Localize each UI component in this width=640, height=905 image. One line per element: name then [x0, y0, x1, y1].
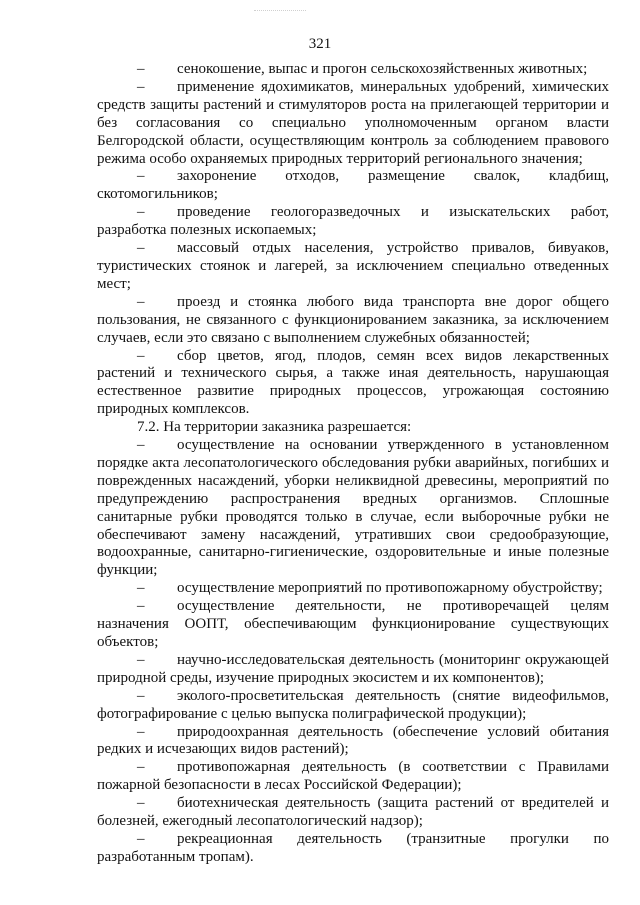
dash-marker: – [137, 723, 145, 740]
document-body [97, 61, 609, 867]
list-item-text: осуществление на основании утвержденного в установленном порядке акта лесопатологического обследования рубки аварийных, погибших и поврежденных насаждений, уборки неликвидной древесины, мероприятий по предупреждению распространения вредных организмов. Сплошные санитарные рубки проводятся только в случае, если выборочные рубки не обеспечивают замену насаждений, утративших свои средообразующие, водоохранные, санитарно-гигиенические, оздоровительные и иные полезные функции; [97, 437, 609, 579]
list-item [97, 759, 609, 795]
list-item-text: осуществление мероприятий по противопожарному обустройству; [177, 580, 603, 597]
list-item [97, 688, 609, 724]
dash-marker: – [137, 830, 145, 847]
list-item-text: эколого-просветительская деятельность (снятие видеофильмов, фотографирование с целью выпуска полиграфической продукции); [97, 687, 609, 722]
list-item [97, 437, 609, 580]
dash-marker: – [137, 598, 145, 615]
dash-marker: – [137, 687, 145, 704]
list-item-text: научно-исследовательская деятельность (мониторинг окружающей природной среды, изучение природных экосистем и их компонентов); [97, 651, 609, 686]
list-item [97, 795, 609, 831]
list-item-text: биотехническая деятельность (защита растений от вредителей и болезней, ежегодный лесопатологический надзор); [97, 795, 609, 830]
list-item-text: рекреационная деятельность (транзитные прогулки по разработанным тропам). [97, 830, 609, 865]
page-number: 321 [308, 36, 332, 52]
list-item-text: массовый отдых населения, устройство привалов, бивуаков, туристических стоянок и лагерей, за исключением специально отведенных мест; [97, 240, 609, 292]
dash-marker: – [137, 347, 145, 364]
list-item [97, 240, 609, 294]
dash-marker: – [137, 240, 145, 257]
list-item-text: применение ядохимикатов, минеральных удобрений, химических средств защиты растений и стимуляторов роста на прилегающей территории и без согласования со специально уполномоченным органом власти Белгородской области, осуществляющим контроль за соблюдением правового режима особо охраняемых природных территорий регионального значения; [97, 78, 609, 167]
list-item-text: проезд и стоянка любого вида транспорта вне дорог общего пользования, не связанного с функционированием заказника, за исключением случаев, если это связано с выполнением служебных обязанностей; [97, 293, 609, 346]
dash-marker: – [137, 204, 145, 221]
list-item [97, 294, 609, 348]
list-item [97, 168, 609, 204]
list-item [97, 598, 609, 652]
list-item [97, 79, 609, 169]
list-item [97, 61, 609, 79]
scan-artifact [254, 10, 306, 15]
list-item [97, 724, 609, 760]
list-item-text: сенокошение, выпас и прогон сельскохозяйственных животных; [177, 61, 588, 77]
dash-marker: – [137, 795, 145, 812]
list-item [97, 204, 609, 240]
dash-marker: – [137, 293, 145, 310]
list-item [97, 580, 609, 598]
dash-marker: – [137, 78, 145, 95]
list-item [97, 652, 609, 688]
list-item-text: проведение геологоразведочных и изыскательских работ, разработка полезных ископаемых; [97, 204, 609, 239]
list-item [97, 348, 609, 420]
dash-marker: – [137, 61, 145, 77]
list-item [97, 831, 609, 867]
list-item-text: захоронение отходов, размещение свалок, кладбищ, скотомогильников; [97, 168, 609, 203]
dash-marker: – [137, 651, 145, 668]
list-item-text: противопожарная деятельность (в соответствии с Правилами пожарной безопасности в лесах Российской Федерации); [97, 759, 609, 794]
dash-marker: – [137, 580, 145, 597]
section-heading: 7.2. На территории заказника разрешается: [137, 419, 412, 436]
dash-marker: – [137, 168, 145, 185]
list-item-text: осуществление деятельности, не противоречащей целям назначения ООПТ, обеспечивающим функционирование существующих объектов; [97, 598, 609, 650]
dash-marker: – [137, 437, 145, 454]
list-item-text: природоохранная деятельность (обеспечение условий обитания редких и исчезающих видов растений); [97, 723, 609, 758]
list-item-text: сбор цветов, ягод, плодов, семян всех видов лекарственных растений и технического сырья, а также иная деятельность, нарушающая естественное развитие природных процессов, угрожающая состоянию природных комплексов. [97, 347, 609, 418]
dash-marker: – [137, 759, 145, 776]
